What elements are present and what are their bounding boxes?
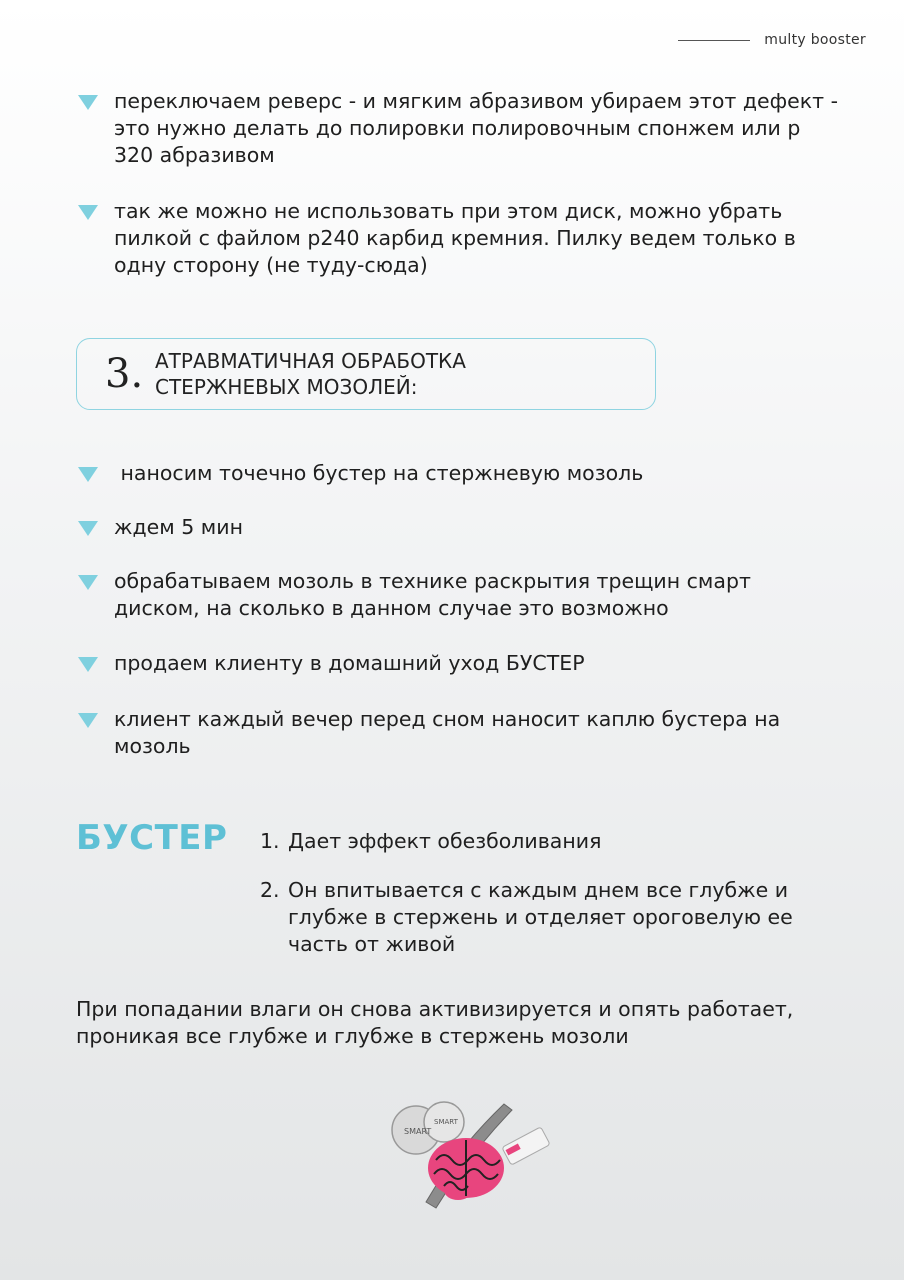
booster-title: БУСТЕР [76,818,228,858]
bullet-text: переключаем реверс - и мягким абразивом убираем этот дефект - это нужно делать до полировки полировочным спонжем или р 320 абразивом [114,89,839,167]
brand-header [678,32,866,48]
step-text: клиент каждый вечер перед сном наносит каплю бустера на мозоль [114,707,781,758]
disc-label: SMART [434,1118,458,1126]
list-item [78,514,838,541]
item-text: Он впитывается с каждым днем все глубже и глубже в стержень и отделяет ороговелую ее часть от живой [288,878,793,956]
list-item [78,568,838,622]
section-title-line: АТРАВМАТИЧНАЯ ОБРАБОТКА [155,349,466,373]
product-illustration [386,1090,556,1220]
triangle-bullet-icon [78,95,98,110]
item-text: Дает эффект обезболивания [288,829,602,853]
disc-label: SMART [404,1127,432,1136]
section-number: 3. [105,351,144,397]
item-number: 1. [260,829,280,853]
list-item [78,706,838,760]
closing-paragraph: При попадании влаги он снова активизируется и опять работает, проникая все глубже и глубже в стержень мозоли [76,997,794,1048]
brand-name: multy booster [764,32,866,48]
section-header [76,338,656,410]
triangle-bullet-icon [78,575,98,590]
list-item [260,877,840,958]
section-title [155,348,466,400]
bullet-text: так же можно не использовать при этом диск, можно убрать пилкой с файлом р240 карбид кремния. Пилку ведем только в одну сторону (не туду-сюда) [114,199,796,277]
booster-benefits-list [260,828,840,980]
list-item [78,198,838,279]
section-title-line: СТЕРЖНЕВЫХ МОЗОЛЕЙ: [155,375,418,399]
step-text: обрабатываем мозоль в технике раскрытия трещин смарт диском, на сколько в данном случае это возможно [114,569,751,620]
triangle-bullet-icon [78,521,98,536]
triangle-bullet-icon [78,713,98,728]
list-item [260,828,840,855]
triangle-bullet-icon [78,657,98,672]
item-number: 2. [260,878,280,902]
list-item [78,650,838,677]
step-text: ждем 5 мин [114,515,243,539]
triangle-bullet-icon [78,205,98,220]
list-item [78,88,838,169]
step-text: наносим точечно бустер на стержневую мозоль [114,461,644,485]
triangle-bullet-icon [78,467,98,482]
list-item [78,460,838,487]
brand-divider [678,40,750,41]
booster-box-icon [502,1127,550,1165]
step-text: продаем клиенту в домашний уход БУСТЕР [114,651,585,675]
